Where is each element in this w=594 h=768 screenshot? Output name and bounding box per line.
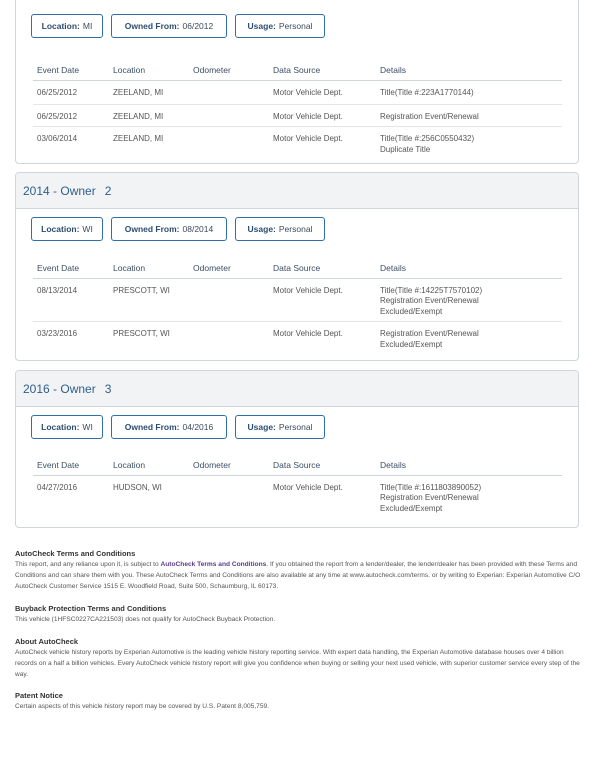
owner-card-2 xyxy=(15,172,579,361)
col-data-source: Data Source xyxy=(273,60,380,80)
location-badge: Location: MI xyxy=(31,14,103,38)
buyback-title: Buyback Protection Terms and Conditions xyxy=(15,604,167,613)
events-table: Event Date Location Odometer Data Source Details 04/27/2016 HUDSON, WI Motor Vehicle Dept. Title(Title #:1611803890052) Registration Event/Renewal Excluded/Exempt xyxy=(33,455,562,518)
patent-text: Certain aspects of this vehicle history report may be covered by U.S. Patent 8,005,759. xyxy=(15,703,269,710)
owned-from-badge: Owned From: 06/2012 xyxy=(111,14,227,38)
col-location: Location xyxy=(113,60,193,80)
owner-number: 3 xyxy=(104,381,112,396)
location-badge: Location: WI xyxy=(31,415,103,439)
owner-year-label: 2014 - Owner xyxy=(23,183,96,198)
about-text: AutoCheck vehicle history reports by Experian Automotive is the leading vehicle history reporting service. With expert data handling, the Experian Automotive database houses over 4 billion records on a half a billion vehicles. Every AutoCheck vehicle history report will give you confidence when buying or selling your next used vehicle, with superior customer service every step of the way. xyxy=(15,649,580,678)
patent-title: Patent Notice xyxy=(15,691,63,700)
about-title: About AutoCheck xyxy=(15,637,79,646)
owner-header xyxy=(16,173,578,209)
events-table: Event Date Location Odometer Data Source Details 08/13/2014 PRESCOTT, WI Motor Vehicle Dept. Title(Title #:14225T7570102) Registration Event/Renewal Excluded/Exempt 03/23/2016 PRESCOTT, WI Motor Vehicle Dept. Registration Event/Renewal Excluded/Exempt xyxy=(33,258,562,354)
usage-badge: Usage: Personal xyxy=(235,14,325,38)
col-odometer: Odometer xyxy=(193,60,273,80)
owner-card-1 xyxy=(15,0,579,164)
events-table xyxy=(33,60,562,159)
owner-card-3 xyxy=(15,370,579,528)
owner-year-label: 2016 - Owner xyxy=(23,381,96,396)
table-row: 03/06/2014 ZEELAND, MI Motor Vehicle Dept. Title(Title #:256C0550432) Duplicate Title xyxy=(37,134,475,154)
terms-section xyxy=(15,549,585,592)
col-details: Details xyxy=(380,60,562,80)
buyback-section xyxy=(15,604,585,626)
terms-text: This report, and any reliance upon it, is subject to AutoCheck Terms and Conditions. If you obtained the report from a lender/dealer, the lender/dealer has been provided with these Terms and Conditions and can share them with you. These AutoCheck Terms and Conditions are also available at any time at www.autocheck.com/terms. or by writing to Experian: Experian Automotive C/O AutoCheck Customer Service 1515 E. Woodfield Road, Suite 500, Schaumburg, IL 60173. xyxy=(15,561,581,590)
location-badge: Location: WI xyxy=(31,217,103,241)
table-row: 03/23/2016 PRESCOTT, WI Motor Vehicle Dept. Registration Event/Renewal Excluded/Exempt xyxy=(37,329,479,349)
terms-link[interactable]: AutoCheck Terms and Conditions xyxy=(160,561,267,568)
about-section xyxy=(15,637,585,680)
table-row: 06/25/2012 ZEELAND, MI Motor Vehicle Dept. Title(Title #:223A1770144) xyxy=(33,80,562,104)
owned-from-badge: Owned From: 08/2014 xyxy=(111,217,227,241)
owner-number: 2 xyxy=(104,183,112,198)
table-row: 06/25/2012 ZEELAND, MI Motor Vehicle Dept. Registration Event/Renewal xyxy=(33,104,562,127)
terms-title: AutoCheck Terms and Conditions xyxy=(15,549,136,558)
table-row: 04/27/2016 HUDSON, WI Motor Vehicle Dept. Title(Title #:1611803890052) Registration Event/Renewal Excluded/Exempt xyxy=(37,482,482,513)
table-row: 08/13/2014 PRESCOTT, WI Motor Vehicle Dept. Title(Title #:14225T7570102) Registration Event/Renewal Excluded/Exempt xyxy=(33,278,562,322)
buyback-text: This vehicle (1HFSC0227CA221503) does not qualify for AutoCheck Buyback Protection. xyxy=(15,616,276,623)
usage-badge: Usage: Personal xyxy=(235,415,325,439)
owner-header xyxy=(16,371,578,407)
owned-from-badge: Owned From: 04/2016 xyxy=(111,415,227,439)
usage-badge: Usage: Personal xyxy=(235,217,325,241)
col-event-date: Event Date xyxy=(33,60,113,80)
patent-section xyxy=(15,691,585,713)
